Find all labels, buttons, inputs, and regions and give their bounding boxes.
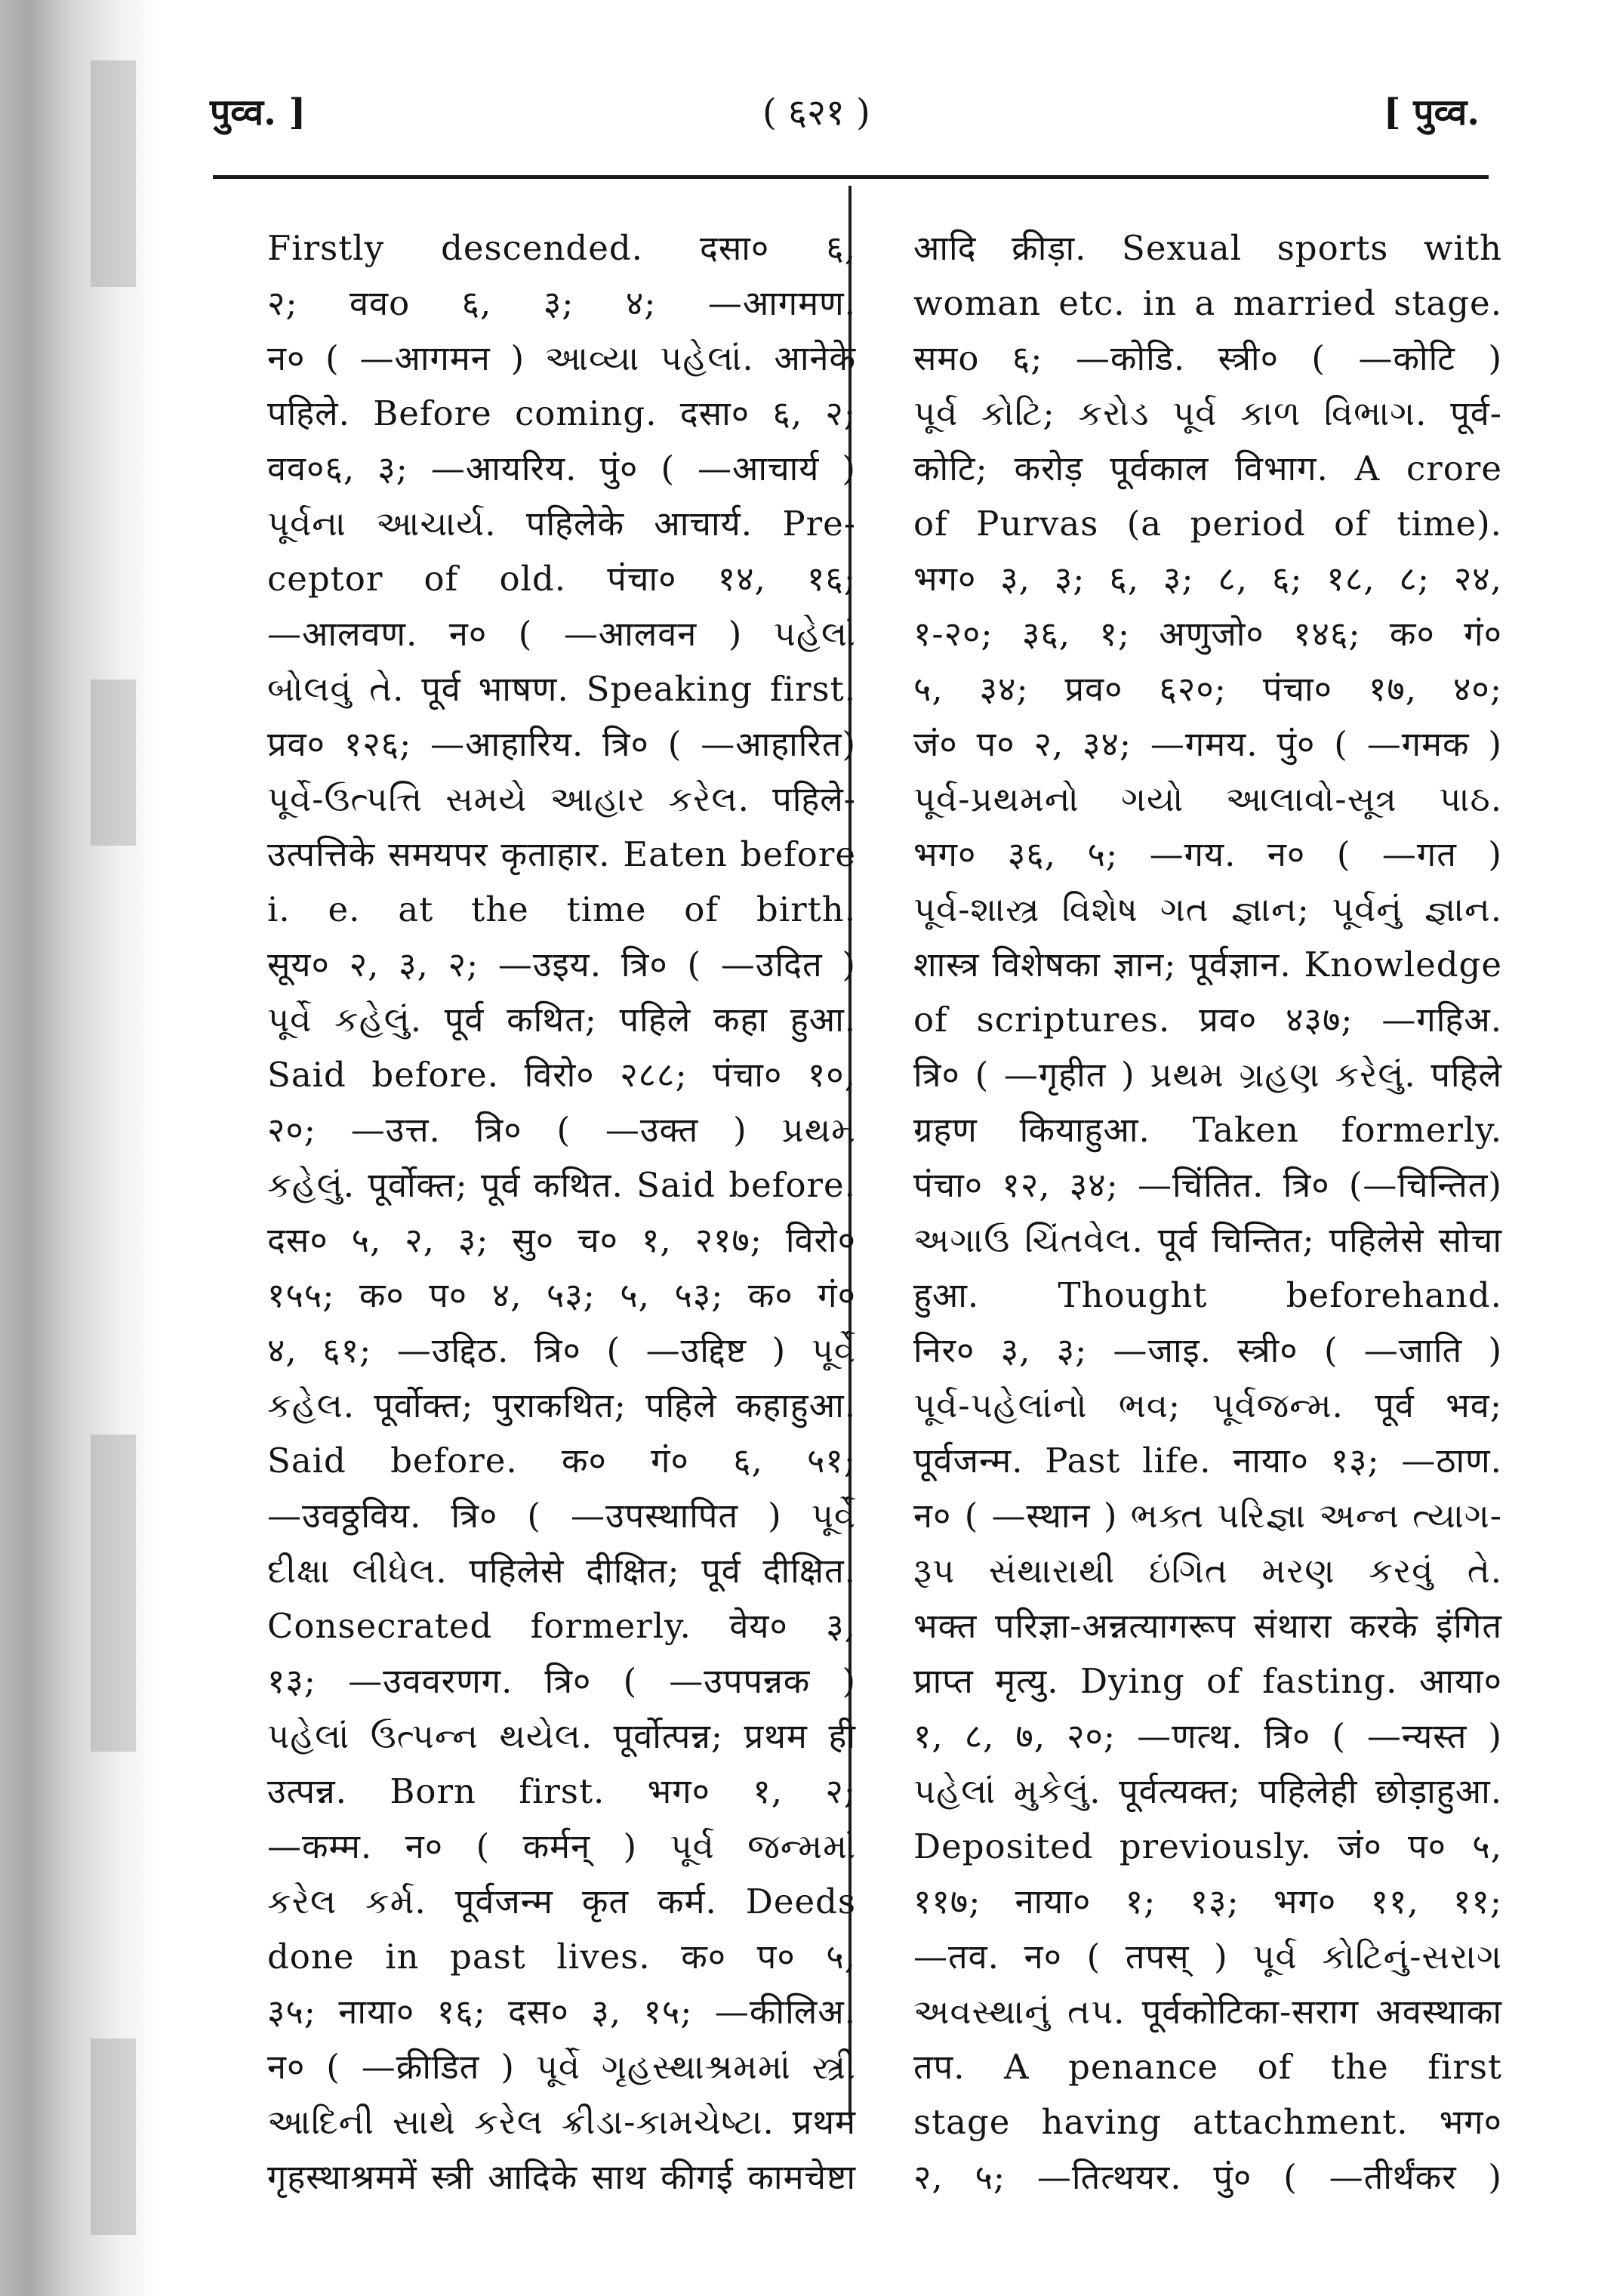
text-line: પૂર્વે કહેલું. पूर्व कथित; पहिले कहा हुआ. xyxy=(267,1000,856,1040)
text-line: २, ५; —तित्थयर. पुं० ( —तीर्थंकर ) xyxy=(913,2157,1502,2197)
page-number: ( ६२१ ) xyxy=(762,91,870,134)
text-line: બોલવું તે. पूर्व भाषण. Speaking first. xyxy=(267,669,856,709)
text-line: गृहस्थाश्रममें स्त्री आदिके साथ कीगई कामचेष्टा xyxy=(267,2157,856,2197)
text-line: हुआ. Thought beforehand. xyxy=(913,1275,1502,1315)
text-line: भक्त परिज्ञा-अन्नत्यागरूप संथारा करके इंगित xyxy=(913,1606,1502,1646)
running-head-right: [ पुव्व. xyxy=(1383,91,1480,134)
text-line: of scriptures. प्रव० ४३७; —गहिअ. xyxy=(913,1000,1502,1040)
text-line: stage having attachment. भग० xyxy=(913,2102,1502,2142)
text-line: પૂર્વના આચાર્ય. पहिलेके आचार्य. Pre- xyxy=(267,504,856,544)
text-line: Said before. विरो० २८८; पंचा० १०, xyxy=(267,1055,856,1095)
text-line: तप. A penance of the first xyxy=(913,2047,1502,2087)
text-line: उत्पन्न. Born first. भग० १, २; xyxy=(267,1771,856,1811)
text-line: न० ( —स्थान ) ભક્ત પરિજ્ઞા અન્ન ત્યાગ- xyxy=(913,1496,1502,1536)
text-line: પૂર્વે-ઉત્પત્તિ સમયે આહાર કરેલ. पहिले- xyxy=(267,779,856,819)
text-line: of Purvas (a period of time). xyxy=(913,504,1502,544)
scanned-page-edge xyxy=(0,0,159,2296)
text-line: त्रि० ( —गृहीत ) પ્રથમ ગ્રહણ કરેલું. पहिले xyxy=(913,1055,1502,1095)
text-line: आदि क्रीड़ा. Sexual sports with xyxy=(913,228,1502,268)
text-line: અગાઉ ચિંતવેલ. पूर्व चिन्तित; पहिलेसे सोचा xyxy=(913,1220,1502,1260)
text-line: वव०६, ३; —आयरिय. पुं० ( —आचार्य ) xyxy=(267,448,856,488)
text-line: ceptor of old. पंचा० १४, १६; xyxy=(267,559,856,599)
text-line: રૂપ સંથારાથી ઇંગિત મરણ કરવું તે. xyxy=(913,1551,1502,1591)
text-line: —उवठ्ठविय. त्रि० ( —उपस्थापित ) પૂર્વે xyxy=(267,1496,856,1536)
text-line: ४, ६१; —उद्दिठ. त्रि० ( —उद्दिष्ट ) પૂર્વે xyxy=(267,1330,856,1370)
text-line: १५५; क० प० ४, ५३; ५, ५३; क० गं० xyxy=(267,1275,856,1315)
text-line: —कम्म. न० ( कर्मन् ) પૂર્વ જન્મમાં xyxy=(267,1826,856,1866)
text-line: આદિની સાથે કરેલ ક્રીડા-કામચેષ્ટા. प्रथम xyxy=(267,2102,856,2142)
text-line: woman etc. in a married stage. xyxy=(913,283,1502,323)
text-line: done in past lives. क० प० ५, xyxy=(267,1937,856,1977)
text-line: १३; —उववरणग. त्रि० ( —उपपन्नक ) xyxy=(267,1661,856,1701)
running-head-left: पुव्व. ] xyxy=(210,91,306,134)
text-line: उत्पत्तिके समयपर कृताहार. Eaten before xyxy=(267,834,856,874)
text-line: जं० प० २, ३४; —गमय. पुं० ( —गमक ) xyxy=(913,724,1502,764)
text-line: ११७; नाया० १; १३; भग० ११, ११; xyxy=(913,1881,1502,1922)
text-line: २०; —उत्त. त्रि० ( —उक्त ) પ્રથમ xyxy=(267,1110,856,1150)
text-line: १-२०; ३६, १; अणुजो० १४६; क० गं० xyxy=(913,614,1502,654)
text-line: Firstly descended. दसा० ६, xyxy=(267,228,856,268)
text-line: દીક્ષા લીધેલ. पहिलेसे दीक्षित; पूर्व दीक्षित. xyxy=(267,1551,856,1591)
text-line: Consecrated formerly. वेय० ३, xyxy=(267,1606,856,1646)
text-line: प्रव० १२६; —आहारिय. त्रि० ( —आहारित) xyxy=(267,724,856,764)
text-line: પહેલાં ઉત્પન્ન થયેલ. पूर्वोत्पन्न; प्रथम ही xyxy=(267,1716,856,1756)
text-line: भग० ३६, ५; —गय. न० ( —गत ) xyxy=(913,834,1502,874)
text-line: કરેલ કર્મ. पूर्वजन्म कृत कर्म. Deeds xyxy=(267,1881,856,1922)
text-line: न० ( —क्रीडित ) પૂર્વે ગૃહસ્થાશ્રમમાં સ્ત્રી xyxy=(267,2047,856,2087)
text-line: कोटि; करोड़ पूर्वकाल विभाग. A crore xyxy=(913,448,1502,488)
text-line: પહેલાં મુકેલું. पूर्वत्यक्त; पहिलेही छोड़ाहुआ. xyxy=(913,1771,1502,1811)
text-line: न० ( —आगमन ) આવ્યા પહેલાં. आनेके xyxy=(267,338,856,378)
text-line: पूर्वजन्म. Past life. नाया० १३; —ठाण. xyxy=(913,1441,1502,1481)
text-line: —आलवण. न० ( —आलवन ) પહેલાં xyxy=(267,614,856,654)
text-line: i. e. at the time of birth. xyxy=(267,889,856,929)
text-line: २; ववo ६, ३; ४; —आगमण. xyxy=(267,283,856,323)
text-line: ५, ३४; प्रव० ६२०; पंचा० १७, ४०; xyxy=(913,669,1502,709)
text-line: निर० ३, ३; —जाइ. स्त्री० ( —जाति ) xyxy=(913,1330,1502,1370)
text-line: પૂર્વ કોટિ; કરોડ પૂર્વ કાળ વિભાગ. पूर्व- xyxy=(913,393,1502,433)
text-line: ३५; नाया० १६; दस० ३, १५; —कीलिअ. xyxy=(267,1992,856,2032)
left-column xyxy=(267,220,856,2205)
header-rule xyxy=(213,175,1489,179)
text-line: पहिले. Before coming. दसा० ६, २; xyxy=(267,393,856,433)
text-line: शास्त्र विशेषका ज्ञान; पूर्वज्ञान. Knowledge xyxy=(913,945,1502,985)
text-line: १, ८, ७, २०; —णत्थ. त्रि० ( —न्यस्त ) xyxy=(913,1716,1502,1756)
right-column xyxy=(913,220,1502,2205)
text-line: दस० ५, २, ३; सु० च० १, २१७; विरो० xyxy=(267,1220,856,1260)
text-line: કહેલ. पूर्वोक्त; पुराकथित; पहिले कहाहुआ. xyxy=(267,1385,856,1425)
text-line: પૂર્વ-શાસ્ત્ર વિશેષ ગત જ્ઞાન; પૂર્વનું જ્ઞાન. xyxy=(913,889,1502,929)
text-line: Deposited previously. जं० प० ५, xyxy=(913,1826,1502,1866)
text-line: Said before. क० गं० ६, ५१; xyxy=(267,1441,856,1481)
text-line: અવસ્થાનું તપ. पूर्वकोटिका-सराग अवस्थाका xyxy=(913,1992,1502,2032)
text-line: भग० ३, ३; ६, ३; ८, ६; १८, ८; २४, xyxy=(913,559,1502,599)
text-line: —तव. न० ( तपस् ) પૂર્વ કોટિનું-સરાગ xyxy=(913,1937,1502,1977)
text-line: ग्रहण कियाहुआ. Taken formerly. xyxy=(913,1110,1502,1150)
text-line: પૂર્વ-પ્રથમનો ગયો આલાવો-સૂત્ર પાઠ. xyxy=(913,779,1502,819)
text-line: समo ६; —कोडि. स्त्री० ( —कोटि ) xyxy=(913,338,1502,378)
text-line: પૂર્વ-પહેલાંનો ભવ; પૂર્વજન્મ. पूर्व भव; xyxy=(913,1385,1502,1425)
text-line: सूय० २, ३, २; —उइय. त्रि० ( —उदित ) xyxy=(267,945,856,985)
text-line: प्राप्त मृत्यु. Dying of fasting. आया० xyxy=(913,1661,1502,1701)
text-line: કહેલું. पूर्वोक्त; पूर्व कथित. Said before. xyxy=(267,1165,856,1205)
text-line: पंचा० १२, ३४; —चिंतित. त्रि० (—चिन्तित) xyxy=(913,1165,1502,1205)
